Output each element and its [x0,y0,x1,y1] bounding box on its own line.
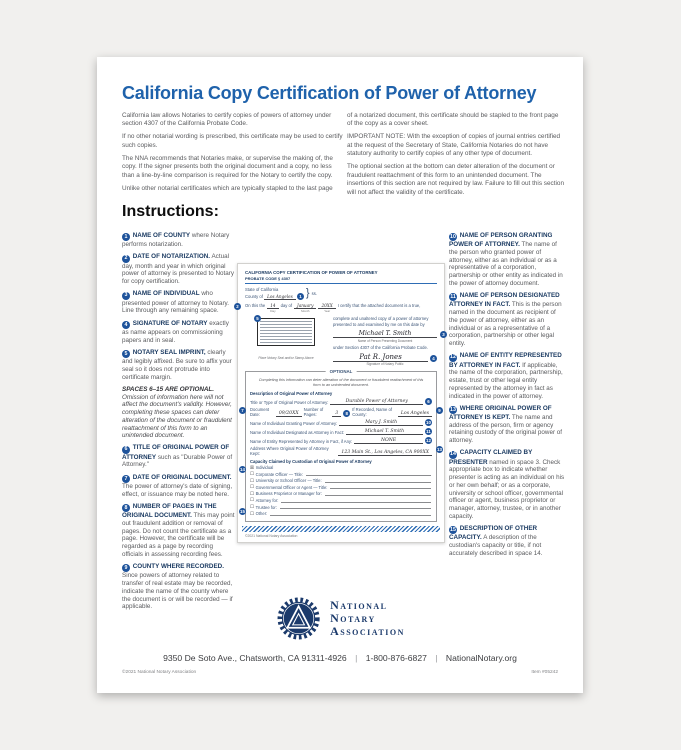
date-prefix: On this the [245,302,266,308]
county-value: Los Angeles [264,294,296,300]
footer-copyright: ©2021 National Notary Association [122,670,197,675]
intro-paragraph: IMPORTANT NOTE: With the exception of copies of journal entries certified at the request of the Secretary of State, California Notaries do not have statutory authority to certify copies of any other type of document. [347,133,561,158]
instruction-text: Since powers of attorney related to transfer of real estate may be recorded, indicate the name of the county where the document is or will be recorded — if applicable. [122,572,233,611]
step-number-badge: 3 [122,292,130,300]
instruction-title: DATE OF ORIGINAL DOCUMENT. [132,473,232,481]
field-pages-value: 3 [332,411,341,417]
badge-4: 4 [430,355,437,362]
instruction-item [122,474,235,499]
capacity-option-row [250,465,432,470]
capacity-option-label: Business Proprietor or Manager for: [255,491,322,497]
ss-label: ss. [311,291,317,297]
seal-imprint-texture [260,321,312,343]
capacity-option-row [250,505,432,510]
certify-text-2: complete and unaltered copy of a power of attorney presented to and examined by me on this date by [333,315,429,327]
intro-paragraph: California law allows Notaries to certify copies of powers of attorney under section 4307 of the California Probate Code. [122,112,332,128]
field-docdate-value: 09/20XX [276,411,302,417]
step-number-badge: 15 [450,527,456,534]
instruction-item [122,349,235,381]
form-copyright: ©2021 National Notary Association [245,533,298,538]
form-divider [245,283,437,284]
badge-8: 8 [343,410,350,417]
step-number-badge: 1 [122,233,130,241]
intro-paragraph: Unlike other notarial certificates which are typically stapled to the last page [122,184,333,192]
intro-paragraph: of a notarized document, this certificate should be stapled to the front page of the copy as a cover sheet. [347,112,559,128]
instruction-item [122,290,235,315]
badge-6: 6 [425,398,432,405]
capacity-option-label: Governmental Officer or Agent — Title: [255,484,328,490]
notary-signature-handwritten: Pat R. Jones [333,353,428,362]
step-number-badge: 14 [450,451,456,458]
badge-5: 5 [254,315,261,322]
instruction-title: NAME OF INDIVIDUAL [132,290,200,298]
instruction-title: TITLE OF ORIGINAL POWER OF ATTORNEY [122,444,230,461]
field-grantor-row [250,419,432,426]
field-title-value: Durable Power of Attorney [330,399,423,405]
badge-13: 13 [437,446,442,452]
notary-seal-stamp [256,315,315,346]
brace-glyph: } [305,287,310,300]
form-title-line2: PROBATE CODE § 4307 [245,275,291,281]
field-grantor-value: Mary J. Smith [339,420,423,426]
capacity-option-row [250,511,432,516]
instruction-item [122,444,235,469]
county-label: County of [245,294,263,300]
checkbox-icon: ☐ [250,471,255,477]
instruction-title: CAPACITY CLAIMED BY PRESENTER [449,449,533,466]
badge-9: 9 [436,407,443,414]
instruction-title: NAME OF COUNTY [132,232,191,239]
step-number-badge: 13 [450,406,456,413]
write-in-line [306,475,431,476]
capacity-option-label: Trustee for: [255,504,277,510]
step-number-badge: 4 [122,321,130,329]
checkbox-icon: ☐ [250,477,255,483]
instruction-title: WHERE ORIGINAL POWER OF ATTORNEY IS KEPT. [449,404,552,421]
step-number-badge: 11 [450,294,456,301]
write-in-line [325,482,431,483]
step-number-badge: 5 [122,350,130,358]
capacity-option-label: University or School Officer — Title: [255,478,322,484]
checkbox-icon: ☒ [250,464,255,470]
instruction-text: exactly as name appears on commissioning papers and in seal. [122,319,229,344]
instruction-item [122,503,235,559]
capacity-option-label: Corporate Officer — Title: [255,471,304,477]
step-number-badge: 12 [450,354,456,361]
under-section-text: under Section 4307 of the California Probate Code. [333,344,428,350]
footer-separator: | [355,653,358,663]
date-line [236,302,437,313]
intro-paragraph: The optional section at the bottom can deter alteration of the document or fraudulent reattachment of this form to an unintended document. The insertions of this section are not required by law. Failure to fill out this section will not affect the validity of the certificate. [347,163,565,196]
field-entity-value: NONE [354,438,423,444]
day-value: 14 [267,303,278,309]
date-of-text: day of [280,302,293,308]
footer-website: NationalNotary.org [445,653,517,663]
footer-address: 9350 De Soto Ave., Chatsworth, CA 91311-4926 [163,653,347,663]
badge-3: 3 [440,331,447,338]
nna-logo-text [330,599,405,638]
field-address-value: 123 Main St., Los Angeles, CA 900XX [338,450,432,456]
field-entity-label: Name of Entity Represented by Attorney in Fact, if Any: [250,438,353,444]
description-heading: Description of Original Power of Attorney [250,391,333,397]
sample-certificate-form [237,263,445,543]
instructions-column-left [122,232,235,615]
footer-separator: | [435,653,438,663]
field-attorney-in-fact-row [250,428,432,435]
badge-10: 10 [426,419,431,425]
checkbox-icon: ☐ [250,504,255,510]
badge-7: 7 [239,407,246,414]
instruction-item [449,525,565,557]
step-number-badge: 2 [122,255,130,263]
page-title: California Copy Certification of Power of Attorney [122,83,537,103]
logo-line-1: National [330,598,388,613]
certify-text-1: I certify that the attached document is a true, [337,302,421,308]
instruction-text: This is the person named in the document as recipient of the power of attorney, either as an individual or as a representative of a corporation, partnership or other legal entity. [449,301,562,348]
instruction-title: NAME OF PERSON DESIGNATED ATTORNEY IN FACT. [449,292,560,309]
badge-15: 15 [240,509,245,515]
capacity-option-row [250,485,432,490]
instruction-text: where Notary performs notarization. [122,232,230,249]
instruction-item [122,232,235,249]
write-in-line [330,488,431,489]
capacity-option-row [250,472,432,477]
write-in-line [270,515,431,516]
optional-section [240,369,442,522]
instruction-text: such as "Durable Power of Attorney." [122,453,233,469]
signature-line-label: Signature of Notary Public [366,362,404,367]
capacity-option-row [250,478,432,483]
instruction-text: The name and address of the person, firm or agency retaining custody of the original power of attorney. [449,413,563,445]
venue-section [245,287,437,301]
capacity-option-row [250,498,432,503]
checkbox-icon: ☐ [250,497,255,503]
presenter-name-handwritten: Michael T. Smith [333,330,437,338]
logo-line-3: Association [330,623,405,638]
instruction-title: COUNTY WHERE RECORDED. [132,563,224,571]
capacity-option-label: Attorney for: [255,498,279,504]
logo-line-2: Notary [330,611,376,626]
instruction-item [449,449,565,520]
badge-12: 12 [426,437,431,443]
optional-heading: OPTIONAL [326,369,357,374]
capacity-checkbox-list [240,464,432,517]
footer-item-number: Item #05242 [531,670,558,675]
field-aif-value: Michael T. Smith [346,429,423,435]
optional-note-title: SPACES 6–15 ARE OPTIONAL. [122,385,215,393]
instruction-text: Actual day, month and year in which original power of attorney is presented to Notary for copy certification. [122,253,235,286]
field-entity-row [250,437,432,444]
instruction-title: NOTARY SEAL IMPRINT, [132,348,206,356]
seal-caption: Place Notary Seal and/or Stamp Above [258,355,314,360]
capacity-option-label: Other: [255,511,268,517]
step-number-badge: 6 [122,446,130,454]
field-recorded-label: If Recorded, Name of County: [352,406,392,417]
security-stripe-band [242,526,440,532]
instruction-item [449,352,565,400]
step-number-badge: 9 [122,564,130,572]
write-in-line [281,502,431,503]
month-label: Month [301,308,310,313]
write-in-line [280,508,431,509]
step-number-badge: 10 [450,234,456,240]
step-number-badge: 7 [122,475,130,483]
capacity-option-row [250,491,432,496]
seal-and-signature-section [245,315,445,367]
instruction-title: SIGNATURE OF NOTARY [132,319,208,327]
field-grantor-label: Name of Individual Granting Power of Attorney: [250,420,338,426]
checkbox-icon: ☐ [250,484,255,490]
write-in-line [325,495,431,496]
intro-column-right [347,112,565,202]
instruction-item [449,292,565,348]
field-date-pages-row [241,406,441,417]
field-address-row [250,445,442,456]
badge-1: 1 [297,293,304,300]
footer-phone: 1-800-876-6827 [365,653,427,663]
optional-spaces-note [122,386,235,440]
year-value: 20XX [318,303,335,309]
document-page [97,57,583,693]
year-label: Year [324,308,331,313]
checkbox-icon: ☐ [250,510,255,516]
optional-note-text: Omission of information here will not affect the document's validity. However, completing these spaces can deter alteration of the document or fraudulent reattachment of this form to an unintended document. [122,393,232,440]
field-recorded-value: Los Angeles [398,411,432,417]
intro-column-left [122,112,344,198]
badge-2: 2 [234,303,241,310]
instruction-text: clearly and legibly affixed. Be sure to affix your seal so it does not protrude into certificate margin. [122,348,232,381]
instruction-text: A description of the custodian's capacity or title, if not accurately described in space 14. [449,534,543,557]
instruction-item [122,253,235,285]
capacity-heading: Capacity Claimed by Custodian of Original Power of Attorney [250,458,372,464]
instruction-text: This may point out fraudulent addition or removal of pages. Do not count the certificate as a page. However, the certificate will be regarded as a page by recording officials in assessing recording fees. [122,512,235,558]
state-line: State of California [245,286,279,292]
nna-seal-icon [275,595,322,642]
instructions-heading: Instructions: [122,203,219,220]
instruction-title: NUMBER OF PAGES IN THE ORIGINAL DOCUMENT. [122,502,217,520]
footer-contact-line [97,653,583,663]
month-value: January [294,303,316,309]
instruction-item [449,405,565,445]
instruction-item [122,320,235,345]
intro-paragraph: If no other notarial wording is prescribed, this certificate may be used to certify such copies. [122,133,343,149]
capacity-option-label: Individual [255,465,274,471]
presenter-line-label: Name of Person Presenting Document [357,338,413,343]
instruction-title: NAME OF ENTITY REPRESENTED BY ATTORNEY IN FACT. [449,352,562,369]
optional-section-note: Completing this information can deter alteration of the document or fraudulent reattachment of this form to an unintended document. [258,378,424,388]
instructions-column-right [449,232,565,562]
instruction-title: NAME OF PERSON GRANTING POWER OF ATTORNEY. [449,232,553,249]
instruction-item [449,232,565,288]
instruction-title: DESCRIPTION OF OTHER CAPACITY. [449,525,538,542]
instruction-text: The power of attorney's date of signing, effect, or issuance may be noted here. [122,482,233,498]
instruction-text: who presented power of attorney to Notary. Line through any remaining space. [122,290,229,315]
step-number-badge: 8 [122,504,130,512]
field-pages-label: Number of Pages: [303,406,324,417]
field-title-row [250,398,432,405]
field-title-label: Title or Type of Original Power of Attorney: [250,399,329,405]
form-title-line1: CALIFORNIA COPY CERTIFICATION OF POWER OF ATTORNEY [245,270,378,275]
instruction-text: The name of the person who granted power of attorney, either as an individual or as a representative of a corporation, partnership or other entity as indicated in the power of attorney document. [449,241,563,287]
instruction-item [122,563,235,611]
field-address-label: Address Where Original Power of Attorney Kept: [250,445,329,456]
nna-logo [275,595,405,642]
field-docdate-label: Document Date: [250,406,270,417]
instruction-text: If applicable, the name of the corporation, partnership, estate, trust or other legal entity represented by the attorney in fact as indicated in the power of attorney. [449,361,563,400]
badge-11: 11 [426,428,431,434]
checkbox-icon: ☐ [250,490,255,496]
intro-paragraph: The NNA recommends that Notaries make, or supervise the making of, the copy. If the signer presents both the original document and a copy, no less than a line-by-line comparison is required for the Notary to certify the copy. [122,154,333,179]
instruction-title: DATE OF NOTARIZATION. [132,253,211,261]
day-label: Day [270,308,276,313]
instruction-text: named in space 3. Check appropriate box to indicate whether presenter is acting as an individual on his or her own behalf; or as a corporate, university or school officer, governmental officer or agent, business proprietor or manager, attorney, trustee, or in another capacity. [449,458,565,520]
badge-14: 14 [240,467,245,473]
field-aif-label: Name of Individual Designated as Attorney in Fact: [250,429,345,435]
